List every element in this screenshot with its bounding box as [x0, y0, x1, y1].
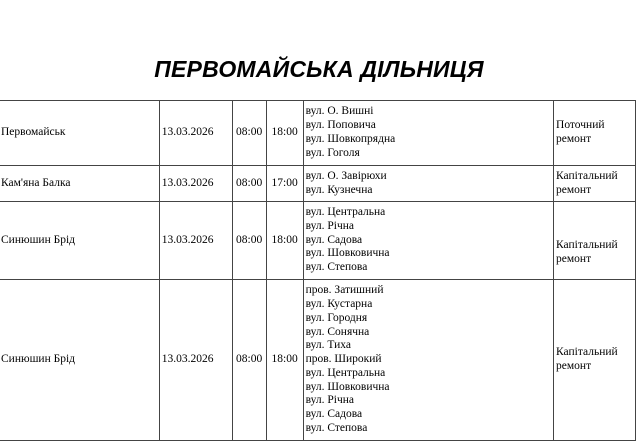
time-from-cell: 08:00	[232, 101, 266, 166]
streets-cell	[303, 280, 553, 441]
table-row	[0, 280, 636, 441]
street-item: вул. О. Завірюхи	[305, 169, 387, 182]
location-cell: Первомайськ	[0, 101, 159, 166]
street-item: вул. Степова	[305, 261, 368, 274]
time-to-cell: 18:00	[266, 280, 303, 441]
location-cell: Кам'яна Балка	[0, 166, 159, 202]
date-cell: 13.03.2026	[159, 101, 232, 166]
work-type-cell	[554, 202, 636, 280]
work-type-cell	[554, 101, 636, 166]
date-cell: 13.03.2026	[159, 202, 232, 280]
street-item: пров. Широкий	[305, 353, 382, 366]
street-item: вул. Кузнечна	[305, 183, 373, 196]
location-cell: Синюшин Брід	[0, 280, 159, 441]
time-from-cell: 08:00	[232, 166, 266, 202]
street-item: вул. Садова	[305, 233, 363, 246]
outage-schedule-table	[0, 100, 636, 441]
time-to-cell: 17:00	[266, 166, 303, 202]
work-type-line: ремонт	[556, 360, 592, 372]
time-from-cell: 08:00	[232, 280, 266, 441]
time-to-cell: 18:00	[266, 101, 303, 166]
street-item: вул. Шовковична	[305, 247, 390, 260]
streets-cell	[303, 166, 553, 202]
street-item: вул. Тиха	[305, 339, 351, 352]
street-item: вул. Сонячна	[305, 325, 370, 338]
work-type-line: Капітальний	[556, 346, 618, 359]
work-type-line: ремонт	[556, 183, 592, 196]
street-item: вул. Степова	[305, 422, 368, 435]
street-item: вул. Річна	[305, 394, 354, 407]
work-type-line: Капітальний	[556, 169, 618, 182]
street-item: вул. Шовкопрядна	[305, 133, 396, 145]
table-row	[0, 202, 636, 280]
work-type-line: ремонт	[556, 252, 592, 265]
street-item: пров. Затишний	[305, 284, 384, 297]
street-item: вул. Центральна	[305, 206, 386, 218]
street-item: вул. Городня	[305, 311, 368, 324]
streets-cell	[303, 101, 553, 166]
street-item: вул. Шовковична	[305, 380, 390, 393]
work-type-line: Поточний	[556, 119, 605, 132]
street-item: вул. Річна	[305, 219, 354, 232]
street-item: вул. Центральна	[305, 366, 386, 379]
table-row	[0, 101, 636, 166]
work-type-cell	[554, 280, 636, 441]
street-item: вул. Гоголя	[305, 146, 360, 159]
streets-cell	[303, 202, 553, 280]
time-from-cell: 08:00	[232, 202, 266, 280]
street-item: вул. Кустарна	[305, 297, 373, 310]
date-cell: 13.03.2026	[159, 280, 232, 441]
table-row	[0, 166, 636, 202]
time-to-cell: 18:00	[266, 202, 303, 280]
work-type-line: ремонт	[556, 133, 592, 145]
street-item: вул. Садова	[305, 408, 363, 421]
street-item: вул. О. Вишні	[305, 105, 374, 118]
street-item: вул. Поповича	[305, 119, 376, 132]
work-type-line: Капітальний	[556, 238, 618, 251]
work-type-cell	[554, 166, 636, 202]
location-cell: Синюшин Брід	[0, 202, 159, 280]
page-title: ПЕРВОМАЙСЬКА ДІЛЬНИЦЯ	[154, 56, 484, 82]
date-cell: 13.03.2026	[159, 166, 232, 202]
